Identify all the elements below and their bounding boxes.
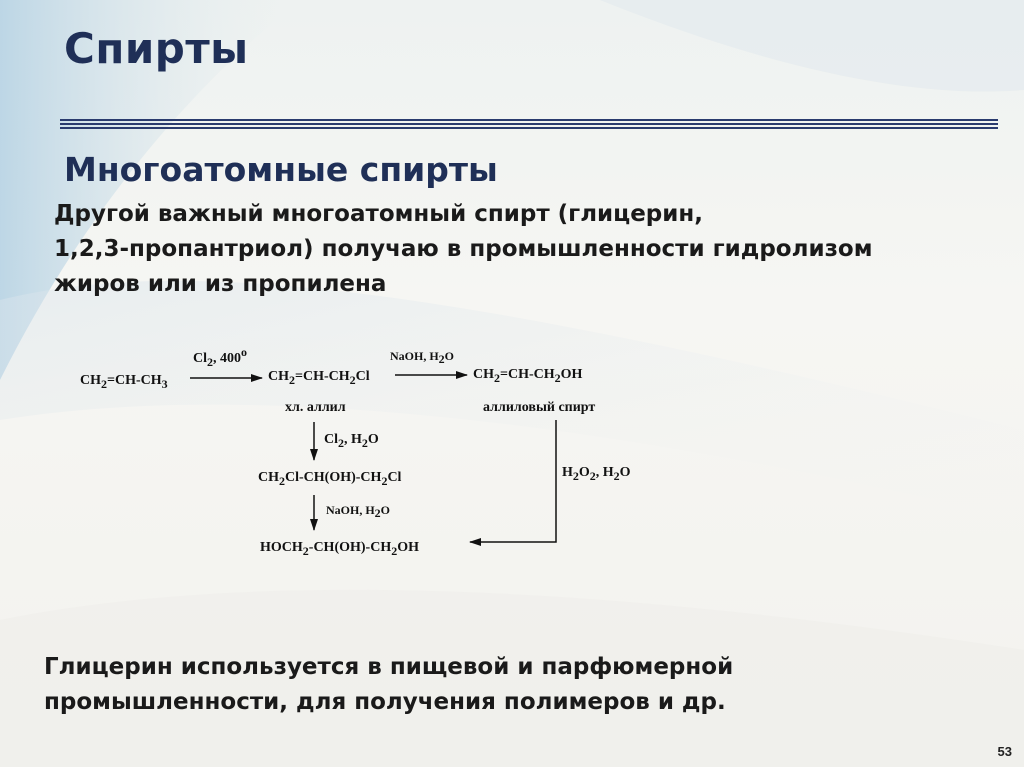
page-number: 53	[997, 744, 1012, 759]
intro-line-3: жиров или из пропилена	[54, 271, 387, 297]
usage-paragraph	[44, 650, 824, 720]
allyl-chloride-label: хл. аллил	[285, 400, 346, 415]
slide-subtitle: Многоатомные спирты	[64, 150, 498, 189]
condition-hydrolysis-1: NaOH, H2O	[390, 349, 455, 366]
condition-chlorination: Cl2, 400o	[193, 345, 247, 369]
allyl-chloride-formula: CH2=CH-CH2Cl	[268, 369, 370, 387]
condition-hydrolysis-2: NaOH, H2O	[326, 503, 391, 520]
arrow-allyl-alcohol-to-glycerol	[470, 420, 556, 542]
usage-line-1: Глицерин используется в пищевой и парфюмерной	[44, 654, 734, 680]
intro-line-2: 1,2,3-пропантриол) получаю в промышленности гидролизом	[54, 236, 873, 262]
glycerol-formula: HOCH2-CH(OH)-CH2OH	[260, 540, 419, 558]
allyl-alcohol-label: аллиловый спирт	[483, 400, 596, 415]
intro-line-1: Другой важный многоатомный спирт (глицерин,	[54, 201, 704, 227]
allyl-alcohol-formula: CH2=CH-CH2OH	[473, 367, 583, 385]
condition-hypochlorination: Cl2, H2O	[324, 432, 379, 450]
condition-hydroxylation: H2O2, H2O	[562, 465, 631, 483]
propylene-formula: CH2=CH-CH3	[80, 373, 168, 391]
slide-title: Спирты	[64, 24, 249, 73]
dichlorohydrin-formula: CH2Cl-CH(OH)-CH2Cl	[258, 470, 402, 488]
usage-line-2: промышленности, для получения полимеров и др.	[44, 689, 726, 715]
